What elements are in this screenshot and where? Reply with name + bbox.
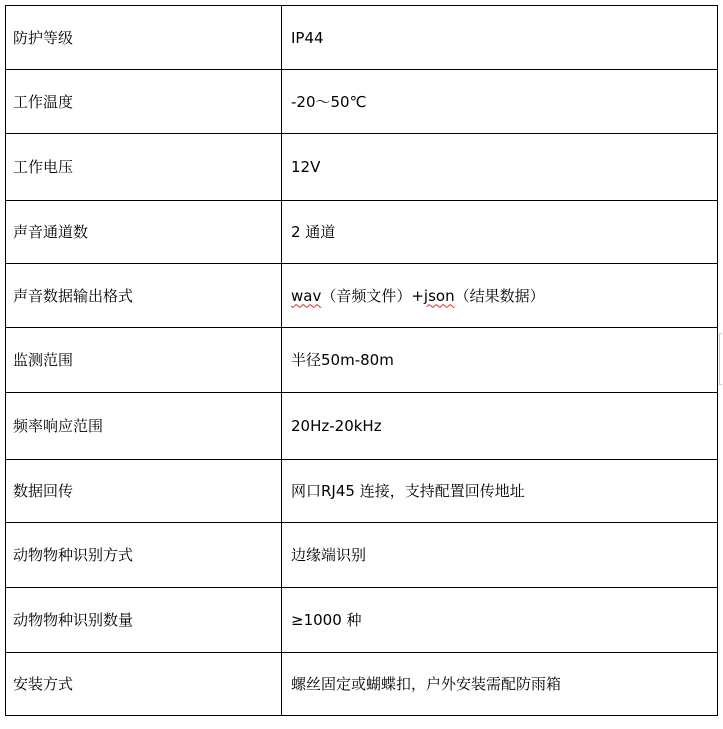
value-protection-level: IP44 — [282, 6, 718, 70]
value-installation-method: 螺丝固定或蝴蝶扣，户外安装需配防雨箱 — [282, 653, 718, 716]
table-row — [6, 393, 718, 460]
table-row — [6, 70, 718, 134]
value-operating-voltage: 12V — [282, 134, 718, 201]
param-operating-temperature: 工作温度 — [6, 70, 282, 134]
spec-table — [5, 5, 718, 716]
value-monitoring-range: 半径50m-80m — [282, 328, 718, 393]
param-installation-method: 安装方式 — [6, 653, 282, 716]
value-audio-output-format — [282, 264, 718, 328]
table-row — [6, 201, 718, 264]
table-row — [6, 328, 718, 393]
param-operating-voltage: 工作电压 — [6, 134, 282, 201]
table-row — [6, 460, 718, 523]
param-species-recognition-method: 动物物种识别方式 — [6, 523, 282, 588]
param-monitoring-range: 监测范围 — [6, 328, 282, 393]
value-format-json: json — [423, 286, 455, 305]
value-frequency-response: 20Hz-20kHz — [282, 393, 718, 460]
table-row — [6, 523, 718, 588]
value-operating-temperature: -20～50℃ — [282, 70, 718, 134]
param-audio-output-format: 声音数据输出格式 — [6, 264, 282, 328]
value-species-recognition-count: ≥1000 种 — [282, 588, 718, 653]
table-edge-marker — [719, 333, 722, 385]
table-row — [6, 588, 718, 653]
value-format-json-note: （结果数据） — [454, 286, 545, 305]
param-audio-channels: 声音通道数 — [6, 201, 282, 264]
table-row — [6, 264, 718, 328]
value-format-wav-note: （音频文件）+ — [321, 286, 424, 305]
value-data-backhaul: 网口RJ45 连接，支持配置回传地址 — [282, 460, 718, 523]
param-data-backhaul: 数据回传 — [6, 460, 282, 523]
param-species-recognition-count: 动物物种识别数量 — [6, 588, 282, 653]
value-audio-channels: 2 通道 — [282, 201, 718, 264]
table-row — [6, 134, 718, 201]
param-frequency-response: 频率响应范围 — [6, 393, 282, 460]
table-row — [6, 653, 718, 716]
value-species-recognition-method: 边缘端识别 — [282, 523, 718, 588]
table-row — [6, 6, 718, 70]
value-format-wav: wav — [291, 286, 322, 305]
param-protection-level: 防护等级 — [6, 6, 282, 70]
